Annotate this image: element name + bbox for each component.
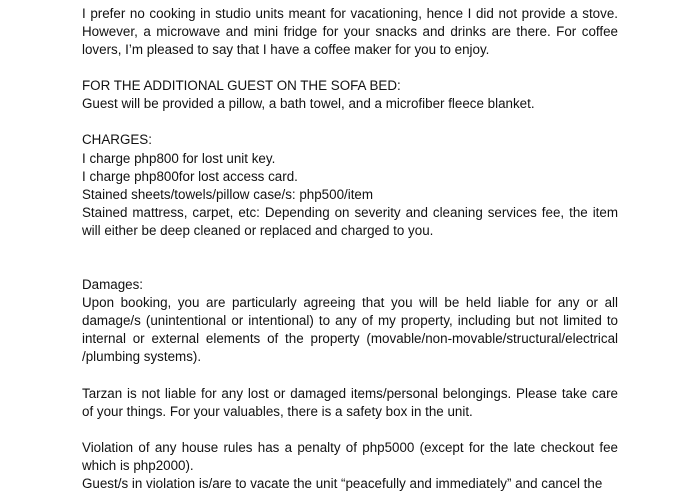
spacer (82, 59, 618, 77)
charges-heading: CHARGES: (82, 132, 152, 148)
damages-paragraph: Upon booking, you are particularly agreeing that you will be held liable for any or all damage/s (unintentional or intentional) to any of my property, including but not limited to internal or external elements of the property (movable/non-movable/structural/electrical /plumbing systems). (82, 295, 618, 365)
liability-paragraph: Tarzan is not liable for any lost or damaged items/personal belongings. Please take care of your things. For your valuables, there is a safety box in the unit. (82, 385, 618, 419)
spacer (82, 240, 618, 276)
charges-lost-card: I charge php800for lost access card. (82, 168, 298, 184)
violation-paragraph: Violation of any house rules has a penalty of php5000 (except for the late checkout fee which is php2000). (82, 439, 618, 473)
vacate-paragraph: Guest/s in violation is/are to vacate the unit “peacefully and immediately” and cancel the (82, 475, 603, 491)
charges-stained-linens: Stained sheets/towels/pillow case/s: php500/item (82, 186, 374, 202)
damages-heading: Damages: (82, 277, 144, 293)
additional-guest-heading: FOR THE ADDITIONAL GUEST ON THE SOFA BED: (82, 78, 401, 94)
intro-paragraph: I prefer no cooking in studio units meant for vacationing, hence I did not provide a stove. However, a microwave and mini fridge for your snacks and drinks are there. For coffee lovers, I’m pleased to say that I have a coffee maker for you to enjoy. (82, 6, 618, 58)
charges-lost-key: I charge php800 for lost unit key. (82, 150, 276, 166)
spacer (82, 367, 618, 385)
spacer (82, 421, 618, 439)
document-page (82, 5, 618, 493)
charges-stained-mattress: Stained mattress, carpet, etc: Depending on severity and cleaning services fee, the item will either be deep cleaned or replaced and charged to you. (82, 204, 618, 238)
spacer (82, 113, 618, 131)
additional-guest-text: Guest will be provided a pillow, a bath towel, and a microfiber fleece blanket. (82, 96, 535, 112)
